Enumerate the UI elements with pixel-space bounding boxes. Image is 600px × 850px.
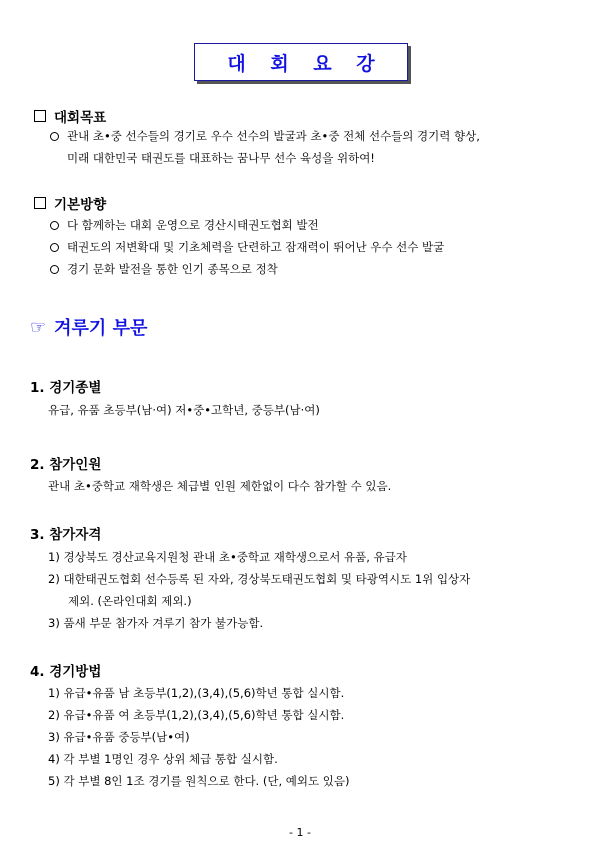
- pointing-hand-icon: ☞: [30, 316, 47, 338]
- direction-item: [50, 261, 278, 277]
- goal-item-text: 관내 초•중 선수들의 경기로 우수 선수의 발굴과 초•중 전체 선수들의 경기력 향상,: [67, 129, 480, 143]
- page-title: 대 회 요 강: [227, 52, 384, 75]
- goal-heading: [34, 106, 106, 126]
- direction-heading-text: 기본방향: [54, 197, 107, 213]
- method-item: 3) 유급•유품 중등부(남•여): [48, 730, 190, 744]
- method-item: 2) 유급•유품 여 초등부(1,2),(3,4),(5,6)학년 통합 실시함.: [48, 708, 345, 722]
- page-number: - 1 -: [289, 826, 311, 839]
- qualification-item: 3) 품새 부문 참가자 겨루기 참가 불가능함.: [48, 616, 264, 630]
- square-bullet-icon: [34, 197, 46, 209]
- part-heading: [30, 314, 147, 340]
- qualification-item: 2) 대한태권도협회 선수등록 된 자와, 경상북도태권도협회 및 타광역시도 1위 입상자: [48, 572, 471, 586]
- direction-item-text: 다 함께하는 대회 운영으로 경산시태권도협회 발전: [67, 218, 319, 232]
- circle-bullet-icon: [50, 132, 59, 141]
- title-box: [194, 43, 408, 81]
- goal-item: [50, 128, 480, 144]
- square-bullet-icon: [34, 110, 46, 122]
- participants-text: 관내 초•중학교 재학생은 체급별 인원 제한없이 다수 참가할 수 있음.: [48, 479, 392, 493]
- method-item: 1) 유급•유품 남 초등부(1,2),(3,4),(5,6)학년 통합 실시함.: [48, 686, 345, 700]
- qualification-item: 제외. (온라인대회 제외.): [68, 594, 192, 608]
- circle-bullet-icon: [50, 221, 59, 230]
- goal-continuation: 미래 대한민국 태권도를 대표하는 꿈나무 선수 육성을 위하여!: [67, 151, 375, 165]
- direction-heading: [34, 193, 106, 213]
- qualification-heading: 3. 참가자격: [30, 527, 102, 543]
- direction-item-text: 경기 문화 발전을 통한 인기 종목으로 정착: [67, 262, 278, 276]
- part-heading-text: 겨루기 부문: [54, 318, 148, 339]
- qualification-item: 1) 경상북도 경산교육지원청 관내 초•중학교 재학생으로서 유품, 유급자: [48, 550, 407, 564]
- method-item: 5) 각 부별 8인 1조 경기를 원칙으로 한다. (단, 예외도 있음): [48, 774, 350, 788]
- direction-item: [50, 217, 319, 233]
- direction-item: [50, 239, 444, 255]
- circle-bullet-icon: [50, 243, 59, 252]
- direction-item-text: 태권도의 저변확대 및 기초체력을 단련하고 잠재력이 뛰어난 우수 선수 발굴: [67, 240, 445, 254]
- events-text: 유급, 유품 초등부(남·여) 저•중•고학년, 중등부(남·여): [48, 403, 320, 417]
- goal-heading-text: 대회목표: [54, 110, 107, 126]
- method-heading: 4. 경기방법: [30, 664, 102, 680]
- method-item: 4) 각 부별 1명인 경우 상위 체급 통합 실시함.: [48, 752, 278, 766]
- events-heading: 1. 경기종별: [30, 380, 102, 396]
- circle-bullet-icon: [50, 265, 59, 274]
- participants-heading: 2. 참가인원: [30, 457, 102, 473]
